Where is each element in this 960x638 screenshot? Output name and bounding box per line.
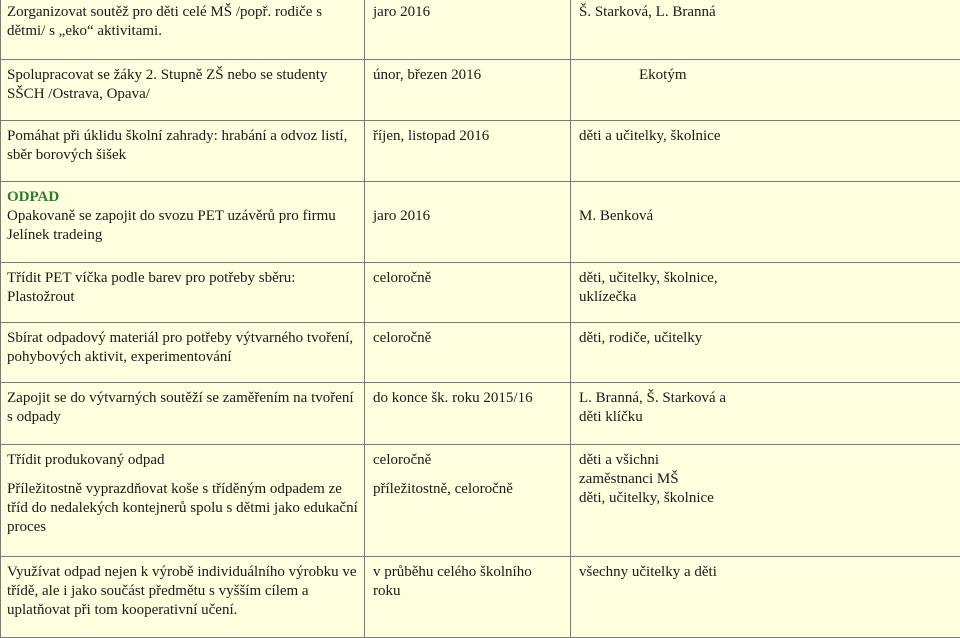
responsible-cell xyxy=(571,182,960,263)
task-cell xyxy=(1,383,365,445)
table-row xyxy=(1,557,960,638)
task-cell xyxy=(1,445,365,557)
task-text: Zapojit se do výtvarných soutěží se zaměřením na tvoření s odpady xyxy=(7,389,358,427)
responsible-cell xyxy=(571,263,960,323)
table-row xyxy=(1,323,960,383)
table-row xyxy=(1,0,960,60)
task-cell xyxy=(1,0,365,60)
task-cell xyxy=(1,557,365,638)
task-cell xyxy=(1,60,365,121)
date-text: příležitostně, celoročně xyxy=(373,480,564,499)
date-text: říjen, listopad 2016 xyxy=(373,127,564,146)
responsible-text: děti, učitelky, školnice xyxy=(579,489,954,508)
table-row xyxy=(1,383,960,445)
date-cell xyxy=(365,121,571,182)
task-cell xyxy=(1,323,365,383)
responsible-text: L. Branná, Š. Starková a děti klíčku xyxy=(579,389,749,427)
table-row xyxy=(1,263,960,323)
task-text: Pomáhat při úklidu školní zahrady: hrabání a odvoz listí, sběr borových šišek xyxy=(7,127,358,165)
responsible-text: děti a všichni zaměstnanci MŠ xyxy=(579,451,729,489)
responsible-cell xyxy=(571,60,960,121)
responsible-text: děti a učitelky, školnice xyxy=(579,127,954,146)
date-text: jaro 2016 xyxy=(373,3,564,22)
table-row xyxy=(1,182,960,263)
responsible-text: děti, rodiče, učitelky xyxy=(579,329,954,348)
date-text: celoročně xyxy=(373,329,564,348)
responsible-cell xyxy=(571,323,960,383)
date-cell xyxy=(365,60,571,121)
date-cell xyxy=(365,0,571,60)
date-text: jaro 2016 xyxy=(373,207,564,226)
task-text: Spolupracovat se žáky 2. Stupně ZŠ nebo se studenty SŠCH /Ostrava, Opava/ xyxy=(7,66,358,104)
date-text: celoročně xyxy=(373,269,564,288)
responsible-text: Ekotým xyxy=(579,66,954,85)
task-cell xyxy=(1,121,365,182)
table-row xyxy=(1,60,960,121)
date-cell xyxy=(365,557,571,638)
date-cell xyxy=(365,383,571,445)
responsible-cell xyxy=(571,445,960,557)
date-cell xyxy=(365,323,571,383)
section-heading: ODPAD xyxy=(7,188,358,207)
task-text: Využívat odpad nejen k výrobě individuálního výrobku ve třídě, ale i jako součást předmětu s vyšším cílem a uplatňovat při tom kooperativní učení. xyxy=(7,563,358,620)
task-text: Třídit PET víčka podle barev pro potřeby sběru: Plastožrout xyxy=(7,269,358,307)
responsible-cell xyxy=(571,557,960,638)
responsible-text: děti, učitelky, školnice, uklízečka xyxy=(579,269,749,307)
task-text: Třídit produkovaný odpad xyxy=(7,451,358,470)
responsible-text: Š. Starková, L. Branná xyxy=(579,3,954,22)
responsible-text: M. Benková xyxy=(579,207,954,226)
responsible-cell xyxy=(571,121,960,182)
responsible-cell xyxy=(571,383,960,445)
date-text: v průběhu celého školního roku xyxy=(373,563,558,601)
table-row xyxy=(1,445,960,557)
task-cell xyxy=(1,263,365,323)
task-cell xyxy=(1,182,365,263)
responsible-text: všechny učitelky a děti xyxy=(579,563,954,582)
date-cell xyxy=(365,263,571,323)
date-text: do konce šk. roku 2015/16 xyxy=(373,389,564,408)
task-text: Příležitostně vyprazdňovat koše s tříděným odpadem ze tříd do nedalekých kontejnerů spolu s dětmi jako edukační proces xyxy=(7,480,358,537)
date-cell xyxy=(365,182,571,263)
table-row xyxy=(1,121,960,182)
date-text: celoročně xyxy=(373,451,564,470)
date-cell xyxy=(365,445,571,557)
responsible-cell xyxy=(571,0,960,60)
task-text: Sbírat odpadový materiál pro potřeby výtvarného tvoření, pohybových aktivit, experimentování xyxy=(7,329,358,367)
task-text: Opakovaně se zapojit do svozu PET uzávěrů pro firmu Jelínek tradeing xyxy=(7,207,358,245)
date-text: únor, březen 2016 xyxy=(373,66,564,85)
task-text: Zorganizovat soutěž pro děti celé MŠ /popř. rodiče s dětmi/ s „eko“ aktivitami. xyxy=(7,3,358,41)
